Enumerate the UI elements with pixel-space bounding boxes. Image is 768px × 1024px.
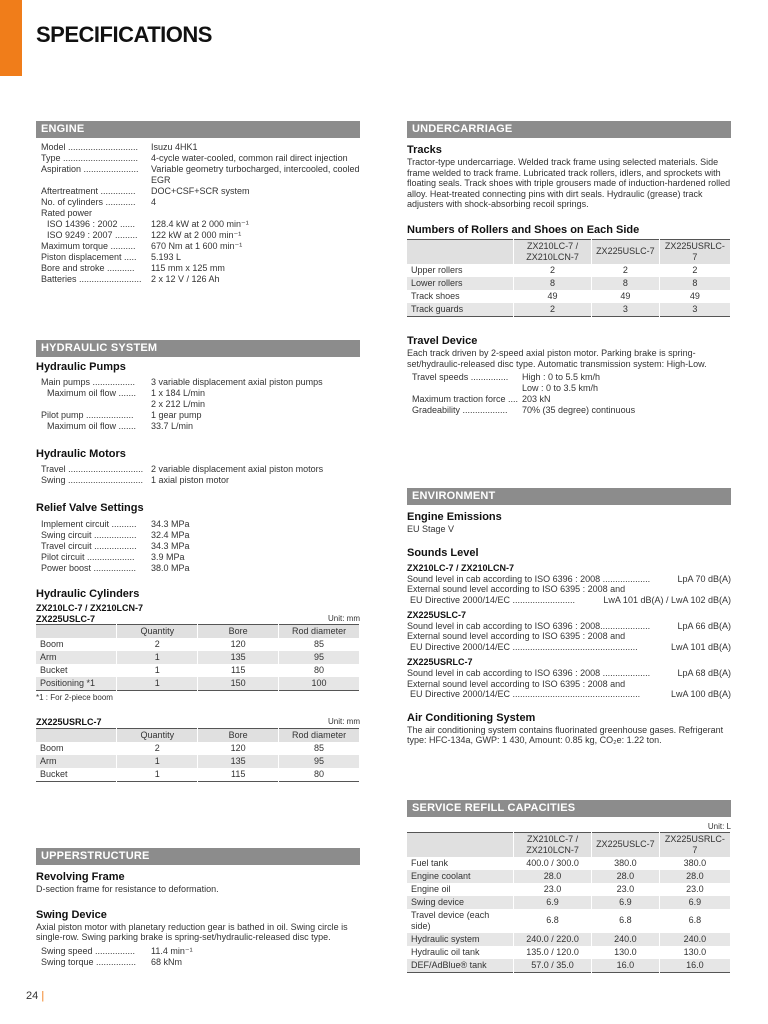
table-cell: Arm xyxy=(36,651,117,664)
table-cell: 8 xyxy=(591,277,659,290)
sound-value: LpA 70 dB(A) xyxy=(677,573,731,584)
spec-label: Gradeability .................. xyxy=(412,405,508,416)
table-cell: 1 xyxy=(117,677,198,691)
table-cell: 130.0 xyxy=(659,946,730,959)
table-cell: Bucket xyxy=(36,664,117,677)
accent-bar xyxy=(0,0,22,76)
spec-value: 2 variable displacement axial piston motors xyxy=(151,464,324,475)
sound-label: EU Directive 2000/14/EC ......................... xyxy=(410,594,576,605)
spec-value: 68 kNm xyxy=(151,956,183,967)
sound-row xyxy=(407,574,731,585)
spec-label: ISO 14396 : 2002 ...... xyxy=(47,219,136,229)
rollers-table xyxy=(407,239,731,317)
table-cell: 1 xyxy=(117,651,198,664)
column-header: Bore xyxy=(198,625,279,639)
spec-value: 1 gear pump xyxy=(151,410,202,421)
unit-label: Unit: mm xyxy=(328,716,360,726)
table-row xyxy=(407,959,731,973)
sound-value: LwA 101 dB(A) xyxy=(670,641,731,652)
table-cell: 100 xyxy=(279,677,360,691)
table-row xyxy=(407,909,731,933)
spec-row xyxy=(41,230,360,241)
pump-spec-list xyxy=(36,377,360,432)
spec-row xyxy=(41,241,360,252)
subheading: Travel Device xyxy=(407,334,478,347)
subheading: Sounds Level xyxy=(407,546,479,559)
column-header xyxy=(36,625,117,639)
table-cell: 95 xyxy=(279,651,360,664)
spec-row xyxy=(41,208,360,219)
table-cell: 120 xyxy=(198,638,279,651)
spec-row xyxy=(41,563,360,574)
section-header: SERVICE REFILL CAPACITIES xyxy=(407,800,731,817)
table-cell: 6.8 xyxy=(514,909,592,933)
sound-label: External sound level according to ISO 6395 : 2008 and xyxy=(407,678,626,689)
sound-row xyxy=(407,689,731,700)
subheading: Hydraulic Motors xyxy=(36,448,126,461)
table-cell: 6.9 xyxy=(659,896,730,909)
table-cell: 28.0 xyxy=(591,870,659,883)
spec-row xyxy=(41,464,360,475)
table-cell: Bucket xyxy=(36,768,117,782)
spec-label: Swing .............................. xyxy=(41,475,144,486)
sound-group xyxy=(407,563,731,605)
model-label: ZX225USLC-7 xyxy=(36,613,96,624)
engine-section xyxy=(36,121,360,285)
column-header xyxy=(407,832,514,857)
table-row xyxy=(36,664,360,677)
table-cell: 400.0 / 300.0 xyxy=(514,857,592,870)
subheading: Hydraulic Pumps xyxy=(36,361,126,373)
spec-row xyxy=(41,475,360,486)
table-row xyxy=(36,755,360,768)
column-header: Quantity xyxy=(117,728,198,742)
cylinder-table-1 xyxy=(36,624,360,691)
page-number: 24 | xyxy=(26,990,45,1002)
spec-value: 2 x 212 L/min xyxy=(151,399,206,410)
spec-label: Travel .............................. xyxy=(41,464,144,475)
model-label: ZX225USRLC-7 xyxy=(36,716,102,727)
sound-group xyxy=(407,610,731,652)
subheading: Engine Emissions xyxy=(407,511,502,523)
spec-value: Variable geometry turbocharged, intercooled, cooled EGR xyxy=(151,164,360,185)
spec-row xyxy=(412,394,731,405)
section-header: UNDERCARRIAGE xyxy=(407,121,731,138)
spec-value xyxy=(151,208,360,219)
model-label: ZX225USLC-7 xyxy=(407,610,467,621)
table-cell: 135 xyxy=(198,651,279,664)
undercarriage-section xyxy=(407,121,731,416)
subheading: Revolving Frame xyxy=(36,871,125,883)
spec-label: Swing circuit ................. xyxy=(41,529,137,540)
sound-label: EU Directive 2000/14/EC .................................................. xyxy=(410,641,638,652)
table-cell: 85 xyxy=(279,742,360,755)
table-cell: Boom xyxy=(36,638,117,651)
table-cell: 240.0 / 220.0 xyxy=(514,933,592,946)
spec-row xyxy=(41,377,360,388)
model-label: ZX210LC-7 / ZX210LCN-7 xyxy=(407,562,515,573)
paragraph: EU Stage V xyxy=(407,524,455,535)
spec-value: High : 0 to 5.5 km/h xyxy=(522,372,601,383)
subheading: Swing Device xyxy=(36,908,107,921)
spec-row xyxy=(41,421,360,432)
table-row xyxy=(407,277,731,290)
spec-value: 4 xyxy=(151,197,157,207)
spec-label xyxy=(412,383,522,394)
table-cell: 2 xyxy=(591,264,659,277)
table-cell: 6.8 xyxy=(659,909,730,933)
table-cell: 80 xyxy=(279,664,360,677)
refill-section xyxy=(407,800,731,973)
section-header: ENGINE xyxy=(36,121,360,138)
sound-value: LpA 66 dB(A) xyxy=(677,620,731,631)
spec-value: 115 mm x 125 mm xyxy=(151,263,225,273)
sound-label: Sound level in cab according to ISO 6396 : 2008.................... xyxy=(407,620,651,631)
table-cell: 6.8 xyxy=(591,909,659,933)
spec-row xyxy=(41,219,360,230)
table-cell: 49 xyxy=(659,290,730,303)
table-cell: 150 xyxy=(198,677,279,691)
spec-row xyxy=(41,946,360,957)
table-cell: 115 xyxy=(198,768,279,782)
refill-table xyxy=(407,832,731,973)
spec-label: Main pumps ................. xyxy=(41,377,136,388)
engine-spec-list xyxy=(36,142,360,285)
column-header xyxy=(407,239,514,264)
spec-label: Piston displacement ..... xyxy=(41,252,137,262)
spec-row xyxy=(41,410,360,421)
table-cell: 95 xyxy=(279,755,360,768)
motor-spec-list xyxy=(36,464,360,486)
sound-level-list xyxy=(407,563,731,700)
table-row xyxy=(36,651,360,664)
table-row xyxy=(407,883,731,896)
table-cell: 28.0 xyxy=(514,870,592,883)
subheading: Tracks xyxy=(407,144,442,156)
table-row xyxy=(407,946,731,959)
spec-row xyxy=(41,399,360,410)
travel-spec-list xyxy=(407,372,731,416)
table-cell: Positioning *1 xyxy=(36,677,117,691)
table-cell: Hydraulic oil tank xyxy=(407,946,514,959)
table-cell: 2 xyxy=(514,264,592,277)
spec-label: Model ............................ xyxy=(41,142,139,152)
spec-label: Implement circuit .......... xyxy=(41,518,137,529)
spec-label: Maximum oil flow ....... xyxy=(47,388,137,399)
spec-value: Isuzu 4HK1 xyxy=(151,142,198,152)
sound-value: LwA 100 dB(A) xyxy=(670,689,731,700)
table-cell: 1 xyxy=(117,664,198,677)
column-header: ZX225USRLC-7 xyxy=(659,832,730,857)
table-cell: 2 xyxy=(117,638,198,651)
environment-section xyxy=(407,488,731,746)
subheading: Air Conditioning System xyxy=(407,711,536,724)
spec-label: Travel speeds ............... xyxy=(412,372,509,383)
spec-label: Aftertreatment .............. xyxy=(41,186,136,196)
table-cell: 28.0 xyxy=(659,870,730,883)
spec-label: Power boost ................. xyxy=(41,562,137,573)
upperstructure-section xyxy=(36,848,360,968)
table-cell: Travel device (each side) xyxy=(407,909,514,933)
spec-label: Maximum oil flow ....... xyxy=(47,421,137,432)
column-header: ZX225USRLC-7 xyxy=(659,239,730,264)
spec-row xyxy=(41,252,360,263)
table-cell: 49 xyxy=(514,290,592,303)
spec-label: Type .............................. xyxy=(41,153,139,163)
table-cell: 23.0 xyxy=(659,883,730,896)
table-row xyxy=(36,768,360,782)
table-row xyxy=(36,638,360,651)
section-header: UPPERSTRUCTURE xyxy=(36,848,360,865)
table-cell: Engine oil xyxy=(407,883,514,896)
table-cell: Track guards xyxy=(407,303,514,317)
spec-label: Batteries ......................... xyxy=(41,274,142,284)
page-title: SPECIFICATIONS xyxy=(36,22,212,47)
hydraulic-section xyxy=(36,340,360,782)
spec-label: ISO 9249 : 2007 ......... xyxy=(47,230,138,240)
table-row xyxy=(407,896,731,909)
spec-value: DOC+CSF+SCR system xyxy=(151,186,250,196)
table-cell: Engine coolant xyxy=(407,870,514,883)
unit-label: Unit: L xyxy=(707,822,731,831)
table-cell: Fuel tank xyxy=(407,857,514,870)
table-cell: Arm xyxy=(36,755,117,768)
swing-spec-list xyxy=(36,946,360,968)
table-cell: 23.0 xyxy=(514,883,592,896)
table-cell: 135 xyxy=(198,755,279,768)
spec-row xyxy=(41,519,360,530)
table-cell: 57.0 / 35.0 xyxy=(514,959,592,973)
table-cell: DEF/AdBlue® tank xyxy=(407,959,514,973)
sound-row xyxy=(407,621,731,632)
table-row xyxy=(407,933,731,946)
table-cell: 6.9 xyxy=(591,896,659,909)
table-cell: 2 xyxy=(514,303,592,317)
table-row xyxy=(407,303,731,317)
table-cell: 23.0 xyxy=(591,883,659,896)
column-header: ZX225USLC-7 xyxy=(591,239,659,264)
spec-label: Bore and stroke ........... xyxy=(41,263,135,273)
paragraph: The air conditioning system contains fluorinated greenhouse gases. Refrigerant type: HFC-134a, GWP: 1 430, Amount: 0.85 kg, CO₂e: 1.22 ton. xyxy=(407,724,724,746)
table-cell: 240.0 xyxy=(591,933,659,946)
table-cell: Upper rollers xyxy=(407,264,514,277)
table-cell: Track shoes xyxy=(407,290,514,303)
table-cell: 3 xyxy=(591,303,659,317)
spec-value: 33.7 L/min xyxy=(151,421,194,432)
spec-value: 38.0 MPa xyxy=(151,562,190,573)
table-cell: 80 xyxy=(279,768,360,782)
spec-row xyxy=(41,142,360,153)
spec-row xyxy=(412,372,731,383)
spec-row xyxy=(41,957,360,968)
table-row xyxy=(36,742,360,755)
table-cell: 130.0 xyxy=(591,946,659,959)
spec-label: Aspiration ...................... xyxy=(41,164,139,174)
sound-row xyxy=(407,642,731,653)
column-header: ZX210LC-7 / ZX210LCN-7 xyxy=(514,239,592,264)
table-row xyxy=(407,290,731,303)
model-label: ZX225USRLC-7 xyxy=(407,657,473,668)
spec-label: Swing speed ................ xyxy=(41,945,136,956)
spec-label: Rated power xyxy=(41,208,93,218)
spec-row xyxy=(41,530,360,541)
spec-label: No. of cylinders ............ xyxy=(41,197,136,207)
column-header xyxy=(36,728,117,742)
spec-row xyxy=(41,197,360,208)
sound-label: External sound level according to ISO 6395 : 2008 and xyxy=(407,584,626,595)
column-header: ZX210LC-7 / ZX210LCN-7 xyxy=(514,832,592,857)
table-cell: 8 xyxy=(514,277,592,290)
subheading: Hydraulic Cylinders xyxy=(36,587,140,600)
spec-row xyxy=(41,274,360,285)
sound-label: External sound level according to ISO 6395 : 2008 and xyxy=(407,631,626,642)
spec-value: 34.3 MPa xyxy=(151,518,190,529)
spec-value: 128.4 kW at 2 000 min⁻¹ xyxy=(151,219,249,229)
spec-label: Pilot circuit ................... xyxy=(41,551,135,562)
spec-value: 122 kW at 2 000 min⁻¹ xyxy=(151,230,242,240)
sound-label: EU Directive 2000/14/EC ................................................... xyxy=(410,689,641,700)
spec-row xyxy=(41,541,360,552)
sound-value: LwA 101 dB(A) / LwA 102 dB(A) xyxy=(603,594,731,605)
spec-value: 70% (35 degree) continuous xyxy=(522,405,636,416)
table-cell: 135.0 / 120.0 xyxy=(514,946,592,959)
table-cell: 1 xyxy=(117,768,198,782)
table-row xyxy=(36,677,360,691)
column-header: Rod diameter xyxy=(279,625,360,639)
sound-row xyxy=(407,668,731,679)
table-cell: 8 xyxy=(659,277,730,290)
spec-value: 5.193 L xyxy=(151,252,182,262)
section-header: ENVIRONMENT xyxy=(407,488,731,505)
table-cell: 3 xyxy=(659,303,730,317)
table-cell: 16.0 xyxy=(659,959,730,973)
sound-value: LpA 68 dB(A) xyxy=(677,668,731,679)
spec-value: 3 variable displacement axial piston pumps xyxy=(151,377,323,388)
spec-value: Low : 0 to 3.5 km/h xyxy=(522,383,599,394)
table-cell: 120 xyxy=(198,742,279,755)
spec-value: 670 Nm at 1 600 min⁻¹ xyxy=(151,241,243,251)
table-cell: 380.0 xyxy=(591,857,659,870)
spec-row xyxy=(41,263,360,274)
spec-row xyxy=(41,164,360,186)
paragraph: Each track driven by 2-speed axial piston motor. Parking brake is spring-set/hydraulic-released disc type. Automatic transmission system: High-Low. xyxy=(407,348,707,369)
spec-value: 2 x 12 V / 126 Ah xyxy=(151,274,220,284)
spec-row xyxy=(412,405,731,416)
column-header: Bore xyxy=(198,728,279,742)
spec-row xyxy=(41,552,360,563)
table-cell: 16.0 xyxy=(591,959,659,973)
table-cell: 240.0 xyxy=(659,933,730,946)
model-label: ZX210LC-7 / ZX210LCN-7 xyxy=(36,602,144,613)
table-cell: Lower rollers xyxy=(407,277,514,290)
spec-label xyxy=(41,399,151,410)
table-cell: 2 xyxy=(659,264,730,277)
table-cell: Swing device xyxy=(407,896,514,909)
sound-label: Sound level in cab according to ISO 6396 : 2008 ................... xyxy=(407,668,651,679)
spec-row xyxy=(412,383,731,394)
relief-spec-list xyxy=(36,519,360,574)
table-cell: 6.9 xyxy=(514,896,592,909)
cylinder-table-2 xyxy=(36,728,360,782)
subheading: Numbers of Rollers and Shoes on Each Side xyxy=(407,223,640,236)
spec-row xyxy=(41,388,360,399)
spec-value: 11.4 min⁻¹ xyxy=(151,945,193,956)
paragraph: Tractor-type undercarriage. Welded track frame using selected materials. Side frame welded to track frame. Lubricated track rollers, idlers, and sprockets with floating seals. Track shoes with triple grousers made of induction-hardened rolled alloy. Heat-treated connecting pins with dirt seals. Hydraulic (grease) track adjusters with shock-absorbing recoil springs. xyxy=(407,157,731,210)
table-row xyxy=(407,264,731,277)
spec-label: Maximum torque .......... xyxy=(41,241,136,251)
column-header: Rod diameter xyxy=(279,728,360,742)
table-cell: Hydraulic system xyxy=(407,933,514,946)
table-row xyxy=(407,870,731,883)
spec-value: 1 x 184 L/min xyxy=(151,388,206,399)
spec-label: Swing torque ................ xyxy=(41,956,137,967)
table-row xyxy=(407,857,731,870)
table-cell: 49 xyxy=(591,290,659,303)
column-header: ZX225USLC-7 xyxy=(591,832,659,857)
table-cell: Boom xyxy=(36,742,117,755)
sound-label: Sound level in cab according to ISO 6396 : 2008 ................... xyxy=(407,573,651,584)
section-header: HYDRAULIC SYSTEM xyxy=(36,340,360,357)
paragraph: Axial piston motor with planetary reduction gear is bathed in oil. Swing circle is single-row. Swing parking brake is spring-set/hydraulic-released disc type. xyxy=(36,921,348,943)
spec-row xyxy=(41,186,360,197)
spec-value: 3.9 MPa xyxy=(151,551,185,562)
spec-label: Travel circuit ................. xyxy=(41,540,137,551)
spec-label: Pilot pump ................... xyxy=(41,410,134,421)
spec-label: Maximum traction force .... xyxy=(412,394,519,405)
sound-group xyxy=(407,657,731,699)
table-cell: 115 xyxy=(198,664,279,677)
table-cell: 85 xyxy=(279,638,360,651)
spec-value: 4-cycle water-cooled, common rail direct injection xyxy=(151,153,348,163)
subheading: Relief Valve Settings xyxy=(36,502,144,515)
spec-value: 1 axial piston motor xyxy=(151,475,230,486)
table-cell: 2 xyxy=(117,742,198,755)
sound-row xyxy=(407,595,731,606)
footnote: *1 : For 2-piece boom xyxy=(36,693,113,703)
paragraph: D-section frame for resistance to deformation. xyxy=(36,884,219,895)
spec-row xyxy=(41,153,360,164)
spec-value: 203 kN xyxy=(522,394,551,405)
column-header: Quantity xyxy=(117,625,198,639)
table-cell: 380.0 xyxy=(659,857,730,870)
table-cell: 1 xyxy=(117,755,198,768)
spec-value: 34.3 MPa xyxy=(151,540,190,551)
spec-value: 32.4 MPa xyxy=(151,529,190,540)
unit-label: Unit: mm xyxy=(328,613,360,623)
